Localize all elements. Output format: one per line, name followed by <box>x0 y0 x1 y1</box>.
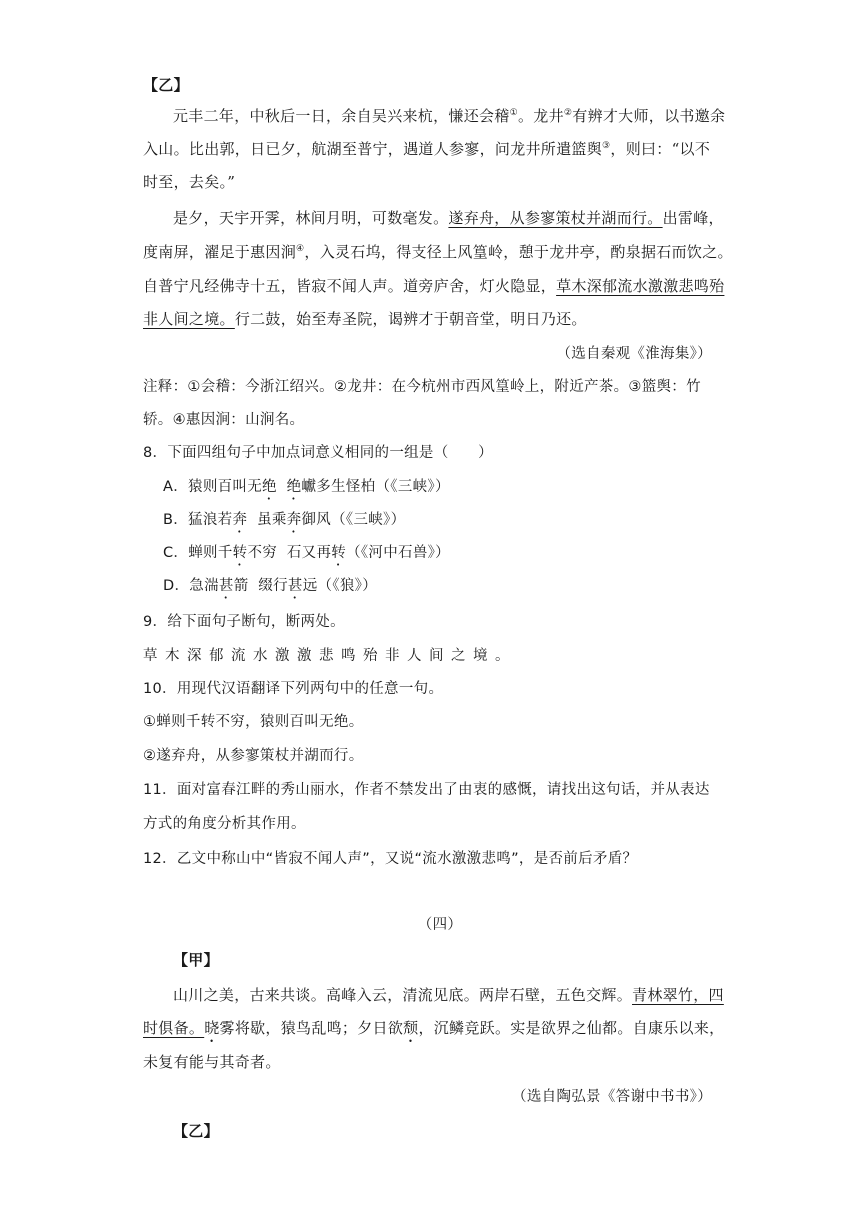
dotted-word: 颓 <box>403 1019 419 1037</box>
section-label-text: 【乙】 <box>143 76 189 94</box>
text: ，则曰：“以不 <box>610 140 711 158</box>
text: 山川之美，古来共谈。高峰入云，清流见底。两岸石壁，五色交辉。 <box>173 986 633 1004</box>
text: 。龙井 <box>517 107 564 125</box>
section-heading <box>0 915 860 935</box>
text: 12．乙文中称山中“皆寂不闻人声”，又说“流水激激悲鸣”，是否前后矛盾？ <box>143 851 638 867</box>
passage-line <box>143 309 587 329</box>
text: 自普宁凡经佛寺十五，皆寂不闻人声。道旁庐舍，灯火隐显， <box>143 277 557 295</box>
option-a <box>163 477 450 503</box>
question-10-sentence-1 <box>143 712 364 732</box>
text <box>277 479 287 495</box>
dotted-word: 甚 <box>287 578 303 594</box>
passage-line <box>143 276 724 296</box>
text: （《河中石兽》） <box>346 545 450 561</box>
text: （选自秦观《淮海集》） <box>556 346 712 362</box>
text: 元丰二年，中秋后一日，余自吴兴来杭，慊还会稽 <box>173 107 510 125</box>
passage-line <box>143 1052 281 1072</box>
text: 出雷峰， <box>662 209 724 227</box>
passage-line <box>143 139 710 159</box>
option-b <box>163 510 405 536</box>
underlined-sentence: 非人间之境。 <box>143 310 235 328</box>
text: 不穷 石又再 <box>247 545 332 561</box>
dotted-word: 晓 <box>204 1019 220 1037</box>
question-9-sentence <box>143 646 517 666</box>
section-label-yi <box>143 75 189 95</box>
text: ，入灵石坞，得支径上风篁岭，憩于龙井亭，酌泉据石而饮之。 <box>304 243 733 261</box>
text: 巘多生怪柏（《三峡》） <box>301 479 450 495</box>
text: 行二鼓，始至寿圣院，谒辨才于朝音堂，明日乃还。 <box>234 310 587 328</box>
underlined-sentence: 遂弃舟，从参寥策杖并湖而行。 <box>448 209 663 227</box>
notes-line <box>143 410 304 430</box>
notes-line <box>143 377 701 397</box>
source-citation <box>0 1087 712 1107</box>
text: A．猿则百叫无 <box>163 479 263 495</box>
footnote-marker: ③ <box>602 141 611 151</box>
passage-line <box>173 208 724 228</box>
text: 8．下面四组句子中加点词意义相同的一组是（ ） <box>143 445 493 461</box>
question-11-line <box>143 780 710 800</box>
text: C．蝉则千 <box>163 545 233 561</box>
footnote-marker: ④ <box>296 244 305 254</box>
text: 10．用现代汉语翻译下列两句中的任意一句。 <box>143 681 444 697</box>
dotted-word: 奔 <box>232 512 248 528</box>
section-label-yi <box>173 1121 219 1141</box>
text: 方式的角度分析其作用。 <box>143 816 306 832</box>
text: 有辨才大师，以书邀余 <box>572 107 726 125</box>
text: 9．给下面句子断句，断两处。 <box>143 614 345 630</box>
dotted-word: 转 <box>232 545 248 561</box>
text: 雾将歇，猿鸟乱鸣；夕日欲 <box>219 1019 404 1037</box>
option-d <box>163 576 377 602</box>
text: 是夕，天宇开霁，林间月明，可数毫发。 <box>173 209 449 227</box>
underlined-sentence: 草木深郁流水激激悲鸣殆 <box>556 277 725 295</box>
footnote-marker: ① <box>509 108 518 118</box>
text: 箭 缀行 <box>233 578 288 594</box>
text: 草木深郁流水激激悲鸣殆非人间之境。 <box>143 648 517 664</box>
text: ②遂弃舟，从参寥策杖并湖而行。 <box>143 748 364 764</box>
text: （选自陶弘景《答谢中书书》） <box>512 1089 712 1105</box>
passage-line <box>143 1018 724 1046</box>
option-c <box>163 543 450 569</box>
footnote-marker: ② <box>563 108 573 118</box>
passage-line <box>143 172 235 192</box>
question-8-stem <box>143 443 493 463</box>
text: ①蝉则千转不穷，猿则百叫无绝。 <box>143 714 364 730</box>
dotted-word: 甚 <box>218 578 234 594</box>
text: 虽乘 <box>247 512 287 528</box>
text: D．急湍 <box>163 578 219 594</box>
source-citation <box>0 344 712 364</box>
question-10-sentence-2 <box>143 746 364 766</box>
question-9-stem <box>143 612 345 632</box>
dotted-word: 绝 <box>262 479 277 495</box>
text: 入山。比出郭，日已夕，航湖至普宁，遇道人参寥，问龙井所遣篮舆 <box>143 140 603 158</box>
section-label-jia <box>173 950 219 970</box>
text: （四） <box>417 917 463 933</box>
text: 未复有能与其奇者。 <box>143 1053 281 1071</box>
text: 度南屏，濯足于惠因涧 <box>143 243 297 261</box>
dotted-word: 绝 <box>286 479 302 495</box>
underlined-sentence: 青林翠竹，四 <box>632 986 724 1004</box>
text: 御风（《三峡》） <box>301 512 406 528</box>
text: 11．面对富春江畔的秀山丽水，作者不禁发出了由衷的感慨，请找出这句话，并从表达 <box>143 782 710 798</box>
text: 时至，去矣。” <box>143 173 236 191</box>
underlined-sentence: 时俱备。 <box>143 1019 205 1037</box>
passage-line <box>173 106 725 126</box>
passage-line <box>173 985 724 1005</box>
text: 【甲】 <box>173 951 219 969</box>
text: B．猛浪若 <box>163 512 233 528</box>
dotted-word: 奔 <box>286 512 302 528</box>
dotted-word: 转 <box>331 545 347 561</box>
question-10-stem <box>143 679 443 699</box>
text: 注释：①会稽：今浙江绍兴。②龙井：在今杭州市西风篁岭上，附近产茶。③篮舆：竹 <box>143 379 701 395</box>
question-11-line <box>143 814 306 834</box>
text: 【乙】 <box>173 1122 219 1140</box>
text: ，沉鳞竞跃。实是欲界之仙都。自康乐以来， <box>418 1019 725 1037</box>
text: 远（《狼》） <box>302 578 378 594</box>
text: 轿。④惠因涧：山涧名。 <box>143 412 305 428</box>
question-12-stem <box>143 849 637 869</box>
passage-line <box>143 242 733 262</box>
